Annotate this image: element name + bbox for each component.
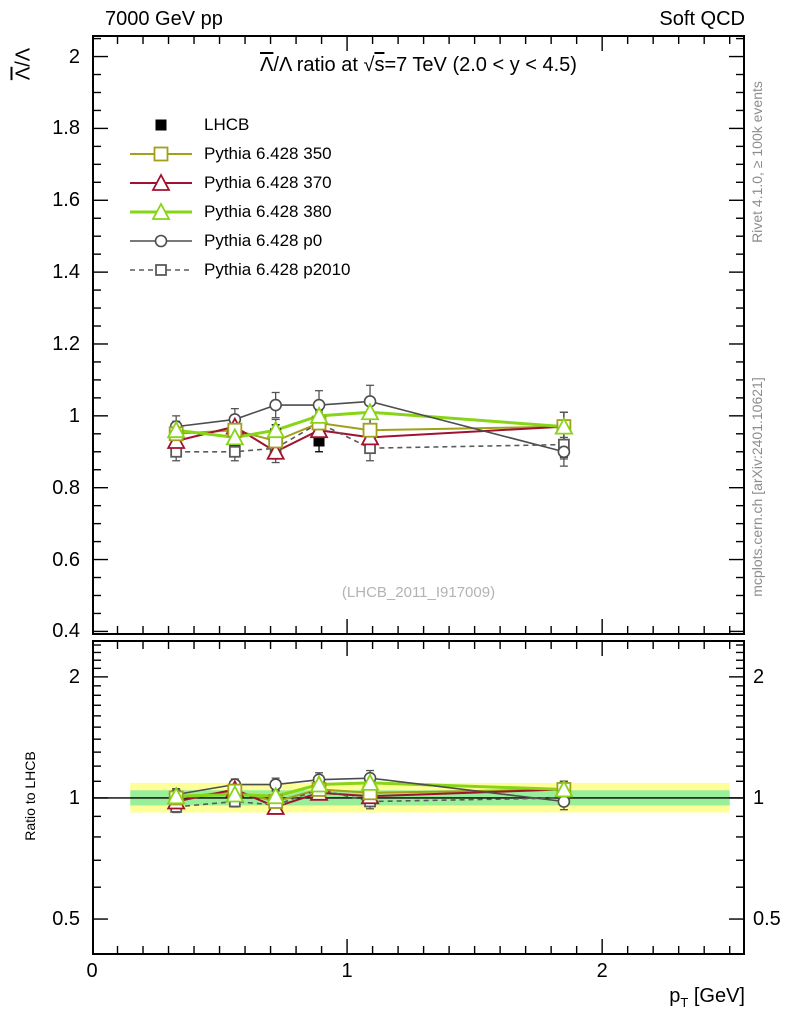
ratio-y-axis-label: Ratio to LHCB: [22, 751, 38, 841]
legend: [130, 110, 351, 284]
legend-entry: [130, 197, 351, 226]
ratio-y-tick-label-right: 2: [753, 665, 765, 688]
ratio-y-tick-label-left: 0.5: [52, 908, 80, 931]
ratio-y-tick-label-right: 0.5: [753, 908, 781, 931]
legend-label: Pythia 6.428 370: [204, 172, 332, 192]
legend-entry: [130, 110, 351, 139]
x-axis-label-sub: T: [680, 995, 689, 1010]
legend-marker-circle-open: [130, 230, 192, 252]
analysis-id-watermark: (LHCB_2011_I917009): [341, 584, 496, 601]
legend-label: Pythia 6.428 p0: [204, 230, 323, 250]
data-marker: [156, 119, 167, 130]
data-marker: [155, 147, 168, 160]
legend-marker-square-filled: [130, 114, 192, 136]
main-y-tick-label: 1.8: [52, 117, 80, 140]
x-tick-label: 0: [86, 960, 98, 982]
mcplots-reference-note: mcplots.cern.ch [arXiv:2401.10621]: [749, 377, 765, 597]
main-y-axis-label-lambda-bar: $\overline{\Lambda}$: [12, 66, 35, 81]
plot-title-sqrt-s: s: [374, 54, 385, 76]
rivet-version-note: Rivet 4.1.0, ≥ 100k events: [749, 81, 765, 243]
plot-title-lambda-bar: $\overline{\Lambda}$: [260, 54, 274, 76]
x-tick-label: 2: [596, 960, 608, 982]
ratio-plot: [92, 640, 745, 955]
data-marker: [364, 424, 377, 437]
ratio-y-tick-label-left: 2: [68, 665, 80, 688]
legend-label: LHCB: [204, 114, 250, 134]
data-marker: [558, 796, 569, 807]
main-y-tick-label: 1: [68, 404, 80, 427]
main-y-tick-label: 0.6: [52, 548, 80, 571]
legend-entry: [130, 255, 351, 284]
main-y-tick-label: 1.2: [52, 332, 80, 355]
x-axis-label-unit: [GeV]: [688, 985, 745, 1007]
x-axis-label-p: p: [669, 985, 681, 1007]
plot-title: [92, 54, 745, 77]
legend-marker-square-open: [130, 143, 192, 165]
x-tick-label: 1: [341, 960, 353, 982]
legend-entry: [130, 139, 351, 168]
plot-title-mid: /Λ ratio at √: [273, 54, 375, 76]
main-y-tick-label: 1.6: [52, 189, 80, 212]
ratio-y-tick-label-left: 1: [68, 786, 80, 809]
data-marker: [270, 400, 281, 411]
main-y-tick-label: 0.4: [52, 620, 80, 643]
legend-marker-triangle-open: [130, 201, 192, 223]
main-y-tick-label: 1.4: [52, 261, 80, 284]
data-marker: [558, 446, 569, 457]
legend-label: Pythia 6.428 350: [204, 143, 332, 163]
ratio-y-tick-label-right: 1: [753, 786, 765, 809]
legend-label: Pythia 6.428 p2010: [204, 259, 351, 279]
data-marker: [156, 265, 166, 275]
plot-title-tail: =7 TeV (2.0 < y < 4.5): [384, 54, 577, 76]
header-process-label: Soft QCD: [659, 8, 745, 30]
data-marker: [230, 447, 240, 457]
main-y-axis-label-rest: /Λ: [12, 47, 35, 67]
header-beam-label: 7000 GeV pp: [105, 8, 223, 30]
x-axis-label: [669, 985, 745, 1010]
data-marker: [156, 235, 167, 246]
legend-entry: [130, 168, 351, 197]
legend-label: Pythia 6.428 380: [204, 201, 332, 221]
main-y-tick-label: 2: [68, 45, 80, 68]
legend-entry: [130, 226, 351, 255]
main-y-tick-label: 0.8: [52, 476, 80, 499]
legend-marker-triangle-open: [130, 172, 192, 194]
legend-marker-square-open: [130, 259, 192, 281]
